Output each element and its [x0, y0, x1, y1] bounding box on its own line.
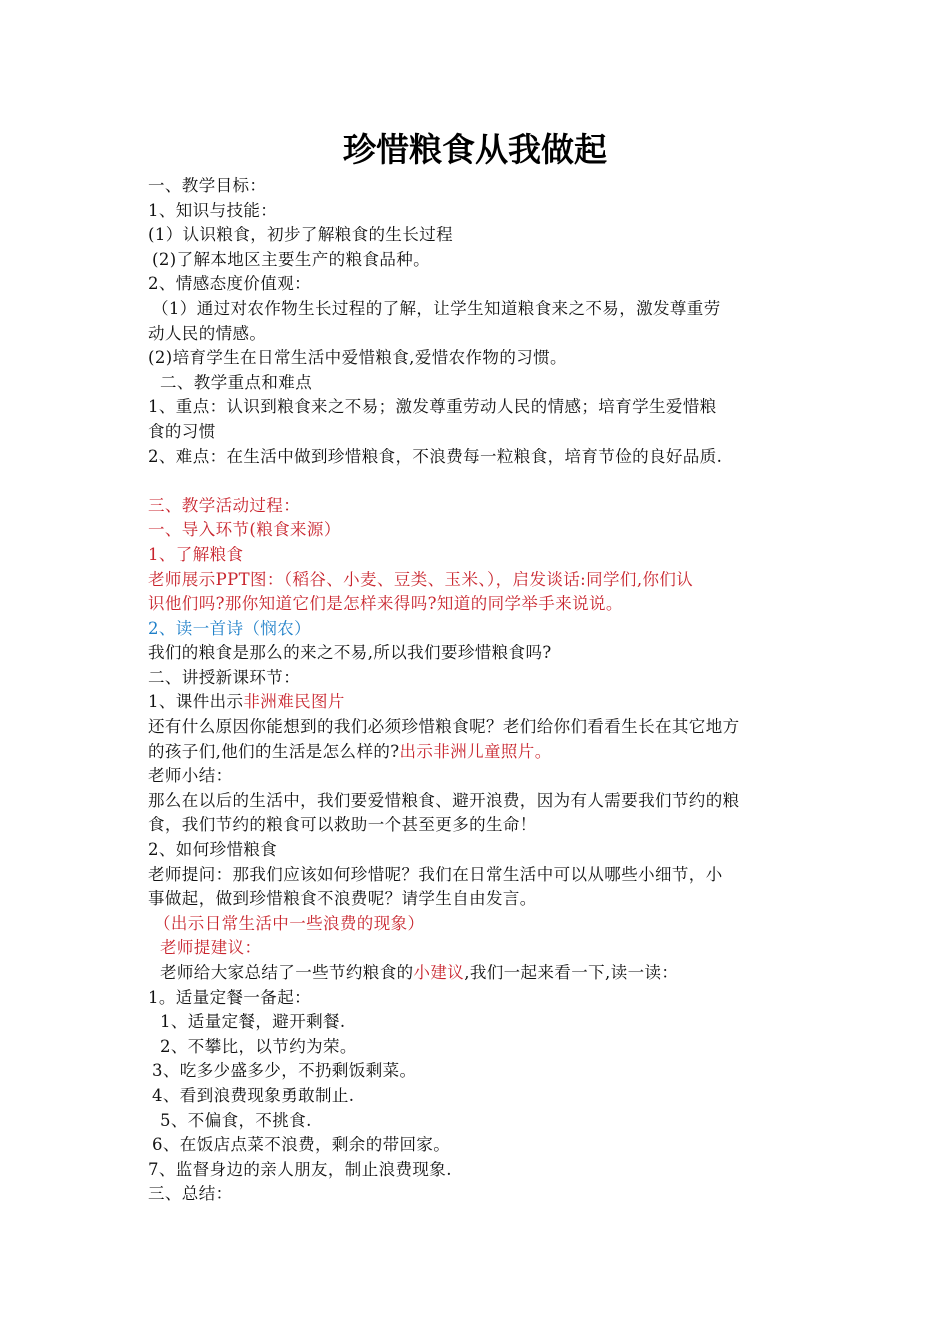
text-line: （1）通过对农作物生长过程的了解，让学生知道粮食来之不易，激发尊重劳 [152, 298, 721, 318]
document-body [148, 174, 813, 1207]
subheading-attitude: 2、情感态度价值观： [148, 274, 311, 294]
text-line: 老师展示PPT图：（稻谷、小麦、豆类、玉米、），启发谈话:同学们,你们认 [148, 569, 694, 589]
subheading-intro: 一、导入环节(粮食来源） [148, 520, 341, 540]
text-line: (2)培育学生在日常生活中爱惜粮食,爱惜农作物的习惯。 [148, 348, 567, 368]
list-item: 3、吃多少盛多少，不扔剩饭剩菜。 [152, 1061, 417, 1081]
text-line: (1）认识粮食，初步了解粮食的生长过程 [148, 225, 454, 245]
list-heading: 1。适量定餐一备起： [148, 987, 311, 1007]
subheading-poem: 2、读一首诗（悯农） [148, 618, 311, 638]
subheading-know-grain: 1、了解粮食 [148, 544, 244, 564]
text-line [148, 961, 813, 986]
text-line [148, 740, 813, 765]
highlight-text: 非洲难民图片 [243, 692, 345, 712]
list-item: 2、不攀比，以节约为荣。 [160, 1036, 357, 1056]
text-line: 老师小结： [148, 766, 233, 786]
text-line: (2)了解本地区主要生产的粮食品种。 [152, 249, 431, 269]
text-line: 动人民的情感。 [148, 323, 267, 343]
text-line: 识他们吗?那你知道它们是怎样来得吗?知道的同学举手来说说。 [148, 594, 623, 614]
text-segment: 1、课件出示 [148, 692, 244, 712]
subheading-new-lesson: 二、讲授新课环节： [148, 667, 301, 687]
section-heading-key-points: 二、教学重点和难点 [160, 372, 313, 392]
text-line: 事做起，做到珍惜粮食不浪费呢？请学生自由发言。 [148, 889, 537, 909]
highlight-text: 出示非洲儿童照片。 [399, 741, 552, 761]
text-line: 2、难点：在生活中做到珍惜粮食，不浪费每一粒粮食，培育节俭的良好品质. [148, 446, 723, 466]
text-segment: ,我们一起来看一下,读一读： [464, 963, 679, 982]
text-line: 食，我们节约的粮食可以救助一个甚至更多的生命！ [148, 815, 537, 835]
text-line [148, 690, 813, 715]
list-item: 7、监督身边的亲人朋友，制止浪费现象. [148, 1159, 452, 1179]
section-heading-summary: 三、总结： [148, 1184, 233, 1204]
text-segment: 老师给大家总结了一些节约粮食的 [160, 963, 414, 982]
text-segment: 的孩子们,他们的生活是怎么样的? [148, 741, 400, 761]
blank-line [148, 469, 813, 494]
text-line: 那么在以后的生活中，我们要爱惜粮食、避开浪费，因为有人需要我们节约的粮 [148, 790, 740, 810]
subheading-how-to-save: 2、如何珍惜粮食 [148, 840, 278, 860]
text-line: 还有什么原因你能想到的我们必须珍惜粮食呢？老们给你们看看生长在其它地方 [148, 717, 740, 737]
section-heading-process: 三、教学活动过程： [148, 495, 301, 515]
text-line: 老师提问：那我们应该如何珍惜呢？我们在日常生活中可以从哪些小细节，小 [148, 864, 723, 884]
highlight-text: 小建议 [413, 963, 465, 982]
subheading-knowledge: 1、知识与技能： [148, 200, 278, 220]
list-item: 5、不偏食，不挑食. [160, 1110, 312, 1130]
text-line: 1、重点：认识到粮食来之不易；激发尊重劳动人民的情感；培育学生爱惜粮 [148, 397, 717, 417]
text-line: 我们的粮食是那么的来之不易,所以我们要珍惜粮食吗? [148, 643, 552, 663]
section-heading-objectives: 一、教学目标： [148, 176, 267, 195]
highlight-line: 老师提建议： [160, 938, 262, 958]
list-item: 4、看到浪费现象勇敢制止. [152, 1085, 355, 1105]
text-line: 食的习惯 [148, 421, 216, 441]
highlight-line: （出示日常生活中一些浪费的现象） [154, 913, 425, 933]
list-item: 1、适量定餐，避开剩餐. [160, 1012, 346, 1032]
list-item: 6、在饭店点菜不浪费，剩余的带回家。 [152, 1135, 451, 1155]
document-title: 珍惜粮食从我做起 [343, 130, 607, 169]
